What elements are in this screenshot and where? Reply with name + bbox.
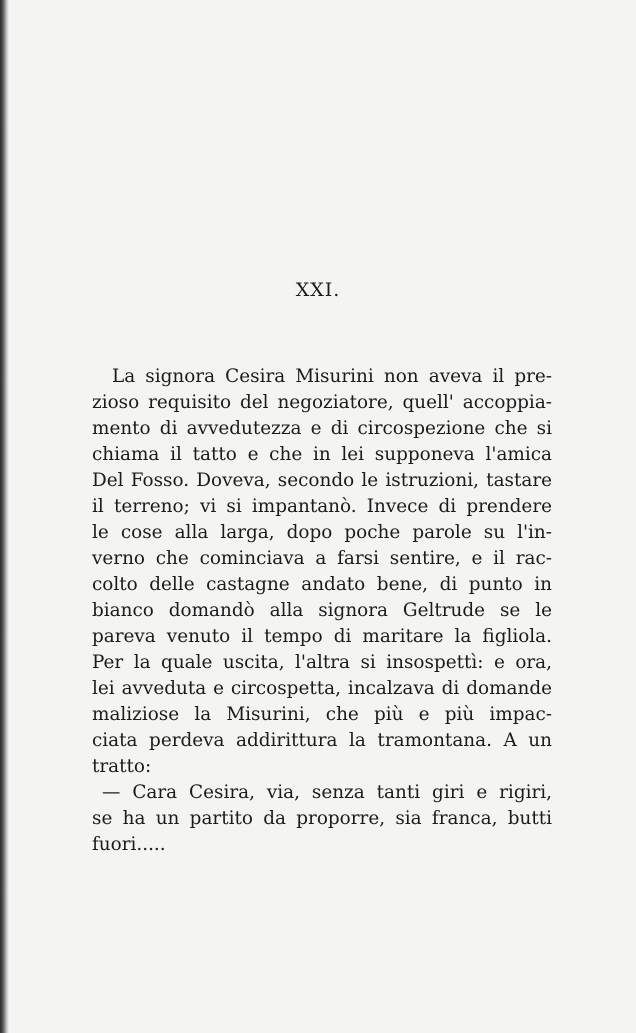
text-line: La signora Cesira Misurini non aveva il pre- xyxy=(112,366,552,387)
page-binding-edge xyxy=(0,0,9,1033)
dialogue-line: se ha un partito da proporre, sia franca, butti xyxy=(92,808,552,829)
text-line: ciata perdeva addirittura la tramontana. A un xyxy=(92,730,552,751)
text-line: Per la quale uscita, l'altra si insospettì: e ora, xyxy=(92,652,552,673)
text-line: verno che cominciava a farsi sentire, e il rac- xyxy=(92,548,552,569)
text-line: il terreno; vi si impantanò. Invece di prendere xyxy=(92,496,552,517)
dialogue-line: fuori..... xyxy=(92,834,166,855)
text-line: le cose alla larga, dopo poche parole su l'in- xyxy=(92,522,552,543)
text-line: zioso requisito del negoziatore, quell' accoppia- xyxy=(92,392,552,413)
text-line: chiama il tatto e che in lei supponeva l'amica xyxy=(92,444,552,465)
chapter-heading: XXI. xyxy=(295,279,341,301)
text-line: bianco domandò alla signora Geltrude se le xyxy=(92,600,552,621)
text-line: tratto: xyxy=(92,756,152,777)
text-line: Del Fosso. Doveva, secondo le istruzioni, tastare xyxy=(92,470,552,491)
text-line: colto delle castagne andato bene, di punto in xyxy=(92,574,552,595)
text-line: mento di avvedutezza e di circospezione che si xyxy=(92,418,552,439)
text-line: lei avveduta e circospetta, incalzava di domande xyxy=(92,678,552,699)
dialogue-line: — Cara Cesira, via, senza tanti giri e rigiri, xyxy=(102,782,552,803)
text-line: maliziose la Misurini, che più e più impac- xyxy=(92,704,552,725)
text-line: pareva venuto il tempo di maritare la figliola. xyxy=(92,626,552,647)
chapter-body xyxy=(92,364,552,858)
